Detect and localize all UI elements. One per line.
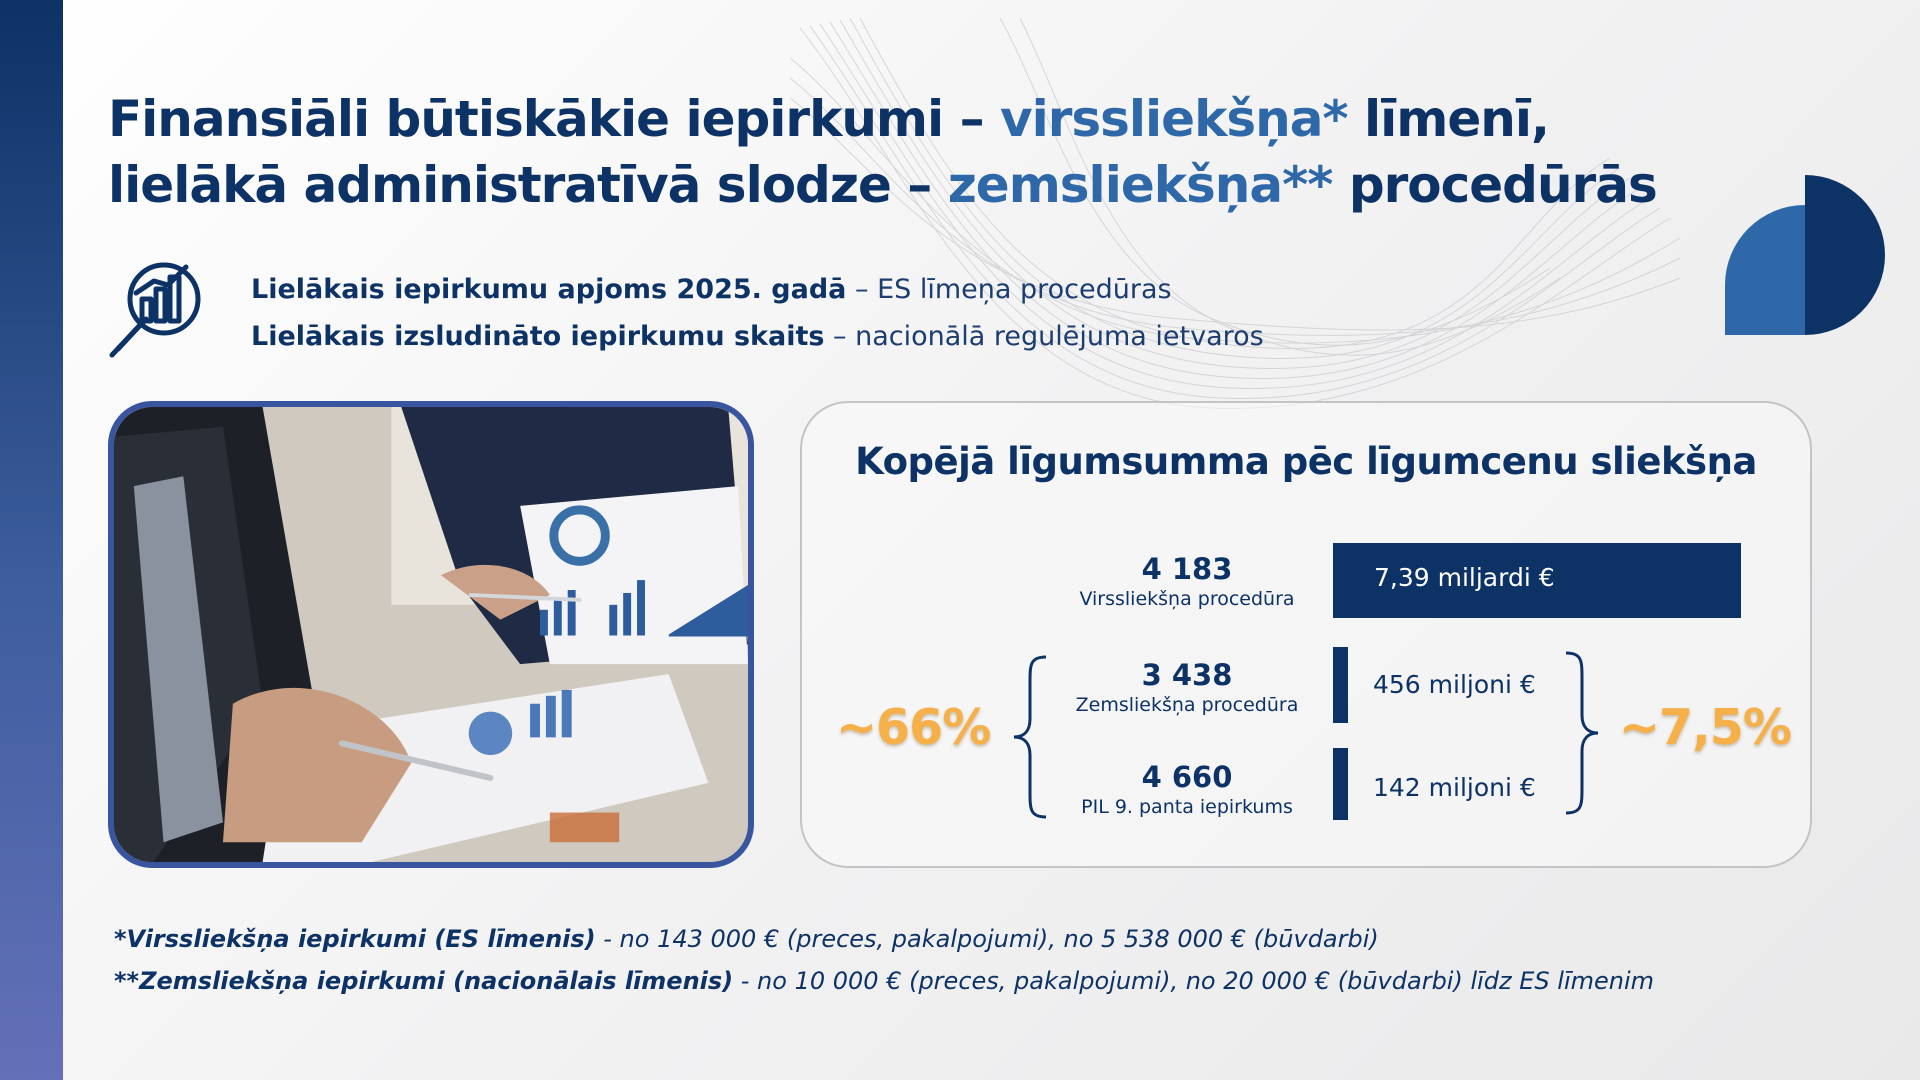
stat-below-threshold xyxy=(1057,658,1317,718)
share-amount-percent: ~7,5% xyxy=(1619,699,1791,756)
footnotes xyxy=(114,918,1654,1002)
title-highlight-above-threshold: virssliekšņa* xyxy=(999,90,1348,148)
amount-label-below-threshold: 456 miljoni € xyxy=(1373,670,1536,699)
title-line-2: lielākā administratīvā slodze – zemsliekšņa** procedūrās xyxy=(108,156,1657,214)
intro-line-1: Lielākais iepirkumu apjoms 2025. gadā – ES līmeņa procedūras xyxy=(251,274,1172,305)
business-meeting-photo xyxy=(108,401,754,868)
stat-above-threshold xyxy=(1057,552,1317,612)
left-accent-stripe xyxy=(0,0,63,1080)
stat-count: 4 660 xyxy=(1141,760,1233,794)
footnote-above-threshold: *Virssliekšņa iepirkumi (ES līmenis) - no 143 000 € (preces, pakalpojumi), no 5 538 000 € (būvdarbi) xyxy=(114,925,1379,953)
intro-text xyxy=(251,266,1264,360)
amount-bar-pil9 xyxy=(1333,748,1348,820)
decorative-waves xyxy=(790,18,1690,438)
title-line-1: Finansiāli būtiskākie iepirkumi – virssliekšņa* līmenī, xyxy=(108,90,1550,148)
amount-label: 7,39 miljardi € xyxy=(1374,563,1555,592)
decorative-half-circles xyxy=(1725,175,1885,335)
intro-line-2: Lielākais izsludināto iepirkumu skaits – nacionālā regulējuma ietvaros xyxy=(251,321,1264,352)
stat-label: Virssliekšņa procedūra xyxy=(1079,588,1295,610)
amount-bar-above-threshold xyxy=(1333,543,1741,618)
footnote-below-threshold: **Zemsliekšņa iepirkumi (nacionālais līmenis) - no 10 000 € (preces, pakalpojumi), no 20 000 € (būvdarbi) līdz ES līmenim xyxy=(114,967,1655,995)
card-title: Kopējā līgumsumma pēc līgumcenu sliekšņa xyxy=(855,440,1757,483)
stat-label: Zemsliekšņa procedūra xyxy=(1075,694,1299,716)
chart-magnifier-icon xyxy=(106,255,216,365)
left-brace xyxy=(1010,653,1050,821)
amount-bar-below-threshold xyxy=(1333,647,1348,723)
share-count-percent: ~66% xyxy=(836,699,991,756)
stat-count: 3 438 xyxy=(1141,658,1233,692)
title-highlight-below-threshold: zemsliekšņa** xyxy=(947,156,1333,214)
amount-label-pil9: 142 miljoni € xyxy=(1373,773,1536,802)
stat-pil9 xyxy=(1057,760,1317,820)
right-brace xyxy=(1562,649,1602,817)
page-title xyxy=(108,86,1708,218)
stat-label: PIL 9. panta iepirkums xyxy=(1081,796,1293,818)
stat-count: 4 183 xyxy=(1141,552,1233,586)
